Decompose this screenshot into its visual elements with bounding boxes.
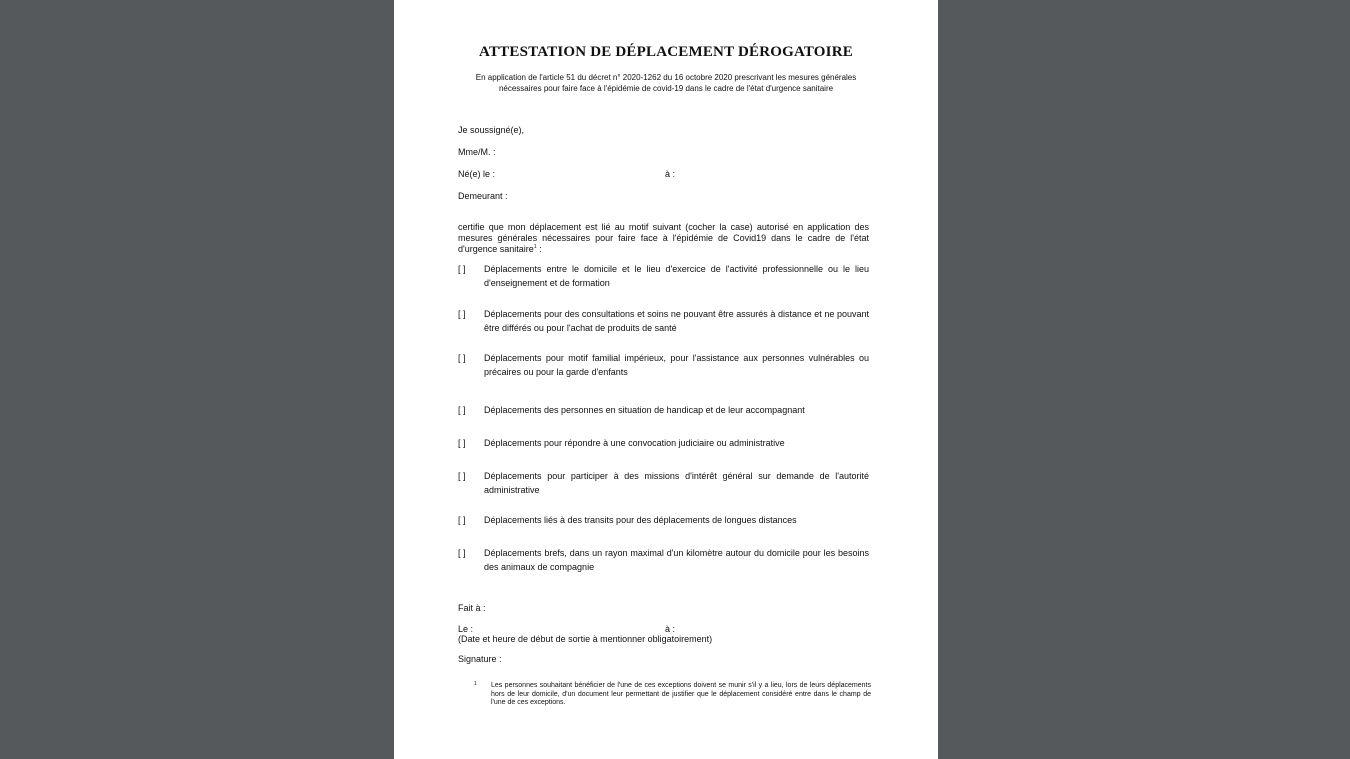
motif-checkbox[interactable]: [ ] [458, 438, 466, 448]
birth-place-label: à : [665, 169, 676, 179]
residence-label: Demeurant : [458, 191, 508, 201]
motif-label: Déplacements liés à des transits pour des déplacements de longues distances [484, 515, 797, 525]
motif-option [458, 352, 869, 379]
motif-option [458, 547, 869, 574]
motif-option [458, 470, 869, 497]
motif-label: Déplacements pour des consultations et soins ne pouvant être assurés à distance et ne pouvant être différés ou pour l'achat de produits de santé [484, 309, 869, 333]
motif-label: Déplacements pour motif familial impérieux, pour l'assistance aux personnes vulnérables ou précaires ou pour la garde d'enfants [484, 353, 869, 377]
birth-line [458, 169, 676, 180]
motif-option [458, 437, 869, 451]
footnote [474, 682, 871, 708]
certify-text: certifie que mon déplacement est lié au motif suivant (cocher la case) autorisé en application des mesures générales nécessaires pour faire face à l'épidémie de Covid19 dans le cadre de l'état d'urgence sanitaire [458, 222, 869, 254]
certify-colon: : [536, 244, 542, 254]
date-label: Le : [458, 624, 474, 634]
motif-checkbox[interactable]: [ ] [458, 405, 466, 415]
made-at-label: Fait à : [458, 603, 486, 613]
motif-checkbox[interactable]: [ ] [458, 353, 466, 363]
document-page [394, 0, 938, 759]
subtitle-line-2: nécessaires pour faire face à l'épidémie de covid-19 dans le cadre de l'état d'urgence sanitaire [498, 84, 834, 93]
document-subtitle [454, 72, 878, 94]
motif-checkbox[interactable]: [ ] [458, 548, 466, 558]
footnote-mark: 1 [474, 681, 477, 687]
birth-date-label: Né(e) le : [458, 169, 496, 179]
motif-option [458, 514, 869, 528]
footnote-text: Les personnes souhaitant bénéficier de l'une de ces exceptions doivent se munir s'il y a lieu, lors de leurs déplacements hors de leur domicile, d'un document leur permettant de justifier que le déplacement considéré entre dans le champ de l'une de ces exceptions. [491, 682, 871, 706]
document-title: ATTESTATION DE DÉPLACEMENT DÉROGATOIRE [479, 44, 853, 60]
motif-checkbox[interactable]: [ ] [458, 264, 466, 274]
motif-checkbox[interactable]: [ ] [458, 309, 466, 319]
motif-label: Déplacements des personnes en situation de handicap et de leur accompagnant [484, 405, 805, 415]
motif-option [458, 263, 869, 290]
time-label: à : [665, 624, 676, 634]
date-note: (Date et heure de début de sortie à mentionner obligatoirement) [458, 634, 713, 644]
motif-option [458, 308, 869, 335]
undersigned-label: Je soussigné(e), [458, 125, 525, 135]
motif-checkbox[interactable]: [ ] [458, 471, 466, 481]
motif-label: Déplacements pour participer à des missions d'intérêt général sur demande de l'autorité administrative [484, 471, 869, 495]
motif-checkbox[interactable]: [ ] [458, 515, 466, 525]
certify-paragraph [458, 222, 869, 255]
signature-label: Signature : [458, 654, 502, 664]
motif-label: Déplacements entre le domicile et le lieu d'exercice de l'activité professionnelle ou le lieu d'enseignement et de formation [484, 264, 869, 288]
subtitle-line-1: En application de l'article 51 du décret n° 2020-1262 du 16 octobre 2020 prescrivant les mesures générales [475, 73, 857, 82]
motif-label: Déplacements pour répondre à une convocation judiciaire ou administrative [484, 438, 785, 448]
motif-label: Déplacements brefs, dans un rayon maximal d'un kilomètre autour du domicile pour les besoins des animaux de compagnie [484, 548, 869, 572]
motif-option [458, 404, 869, 418]
name-label: Mme/M. : [458, 147, 496, 157]
footnote-reference: 1 [533, 244, 537, 250]
